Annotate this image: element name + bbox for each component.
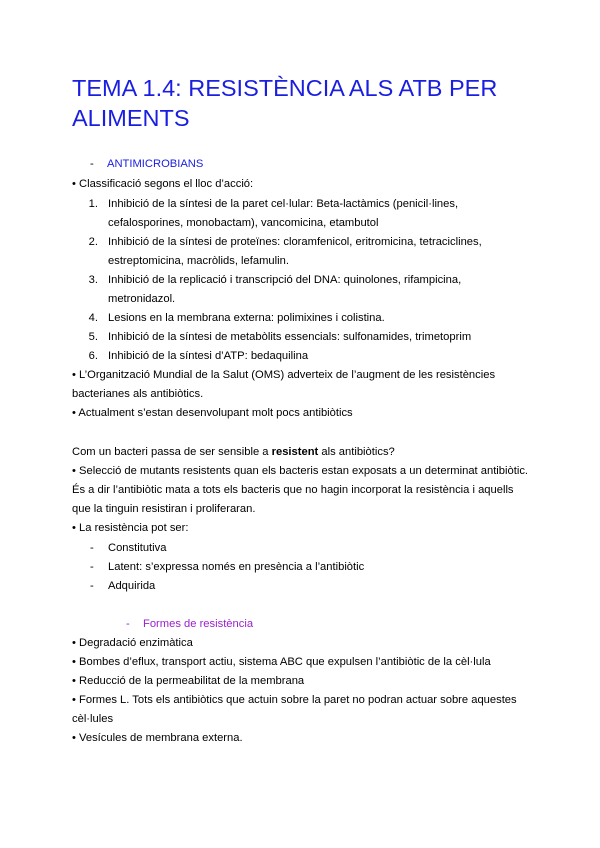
list-dash: - bbox=[90, 561, 94, 573]
list-item-line: Inhibició de la síntesi de proteïnes: cloramfenicol, eritromicina, tetraciclines, bbox=[108, 236, 482, 248]
list-item: • Vesícules de membrana externa. bbox=[72, 732, 243, 744]
heading-dash: - bbox=[126, 618, 130, 630]
actual-line: • Actualment s’estan desenvolupant molt pocs antibiòtics bbox=[72, 407, 353, 419]
section-heading-formes: Formes de resistència bbox=[143, 618, 254, 630]
heading-dash: - bbox=[90, 158, 94, 170]
selection-paragraph-line: que la tinguin resistiran i proliferaran. bbox=[72, 503, 256, 515]
selection-paragraph-line: • Selecció de mutants resistents quan els bacteris estan exposats a un determinat antibiòtic. bbox=[72, 465, 529, 477]
list-number: 2. bbox=[88, 236, 98, 248]
list-item-line: cefalosporines, monobactam), vancomicina, etambutol bbox=[108, 217, 379, 229]
types-intro: • La resistència pot ser: bbox=[72, 522, 189, 534]
list-item-line: Inhibició de la replicació i transcripció del DNA: quinolones, rifampicina, bbox=[108, 274, 462, 286]
list-item: Adquirida bbox=[108, 580, 156, 592]
list-item: Constitutiva bbox=[108, 542, 167, 554]
page-title: TEMA 1.4: RESISTÈNCIA ALS ATB PER ALIMENTS bbox=[72, 75, 498, 131]
oms-paragraph-line: • L’Organització Mundial de la Salut (OMS) adverteix de l’augment de les resistències bbox=[72, 369, 496, 381]
list-item-line: Lesions en la membrana externa: polimixines i colistina. bbox=[108, 312, 385, 324]
list-item-line: metronidazol. bbox=[108, 293, 176, 305]
list-item: cèl·lules bbox=[72, 713, 114, 725]
list-item: Latent: s’expressa només en presència a l’antibiòtic bbox=[108, 561, 365, 573]
question-bold: resistent bbox=[271, 446, 319, 458]
list-number: 4. bbox=[88, 312, 98, 324]
list-dash: - bbox=[90, 580, 94, 592]
question-text: als antibiòtics? bbox=[318, 446, 395, 458]
selection-paragraph-line: És a dir l’antibiòtic mata a tots els bacteris que no hagin incorporat la resistència i aquells bbox=[72, 484, 514, 496]
question-text: Com un bacteri passa de ser sensible a bbox=[72, 446, 272, 458]
list-item: • Formes L. Tots els antibiòtics que actuin sobre la paret no podran actuar sobre aquestes bbox=[72, 694, 517, 706]
section-heading-antimicrobians: ANTIMICROBIANS bbox=[107, 158, 204, 170]
list-number: 5. bbox=[88, 331, 98, 343]
list-number: 3. bbox=[88, 274, 98, 286]
list-number: 1. bbox=[88, 198, 98, 210]
list-number: 6. bbox=[88, 350, 98, 362]
list-item: • Degradació enzimàtica bbox=[72, 637, 193, 649]
classification-line: • Classificació segons el lloc d’acció: bbox=[72, 178, 254, 190]
list-dash: - bbox=[90, 542, 94, 554]
list-item: • Reducció de la permeabilitat de la membrana bbox=[72, 675, 305, 687]
list-item-line: Inhibició de la síntesi d’ATP: bedaquilina bbox=[108, 350, 309, 362]
list-item-line: Inhibició de la síntesi de la paret cel·lular: Beta-lactàmics (penicil·lines, bbox=[108, 198, 459, 210]
resistance-question bbox=[72, 443, 395, 462]
list-item-line: Inhibició de la síntesi de metabòlits essencials: sulfonamides, trimetoprim bbox=[108, 331, 472, 343]
list-item: • Bombes d’eflux, transport actiu, sistema ABC que expulsen l’antibiòtic de la cèl·lula bbox=[72, 656, 491, 668]
list-item-line: estreptomicina, macròlids, lefamulin. bbox=[108, 255, 289, 267]
oms-paragraph-line: bacterianes als antibiòtics. bbox=[72, 388, 204, 400]
